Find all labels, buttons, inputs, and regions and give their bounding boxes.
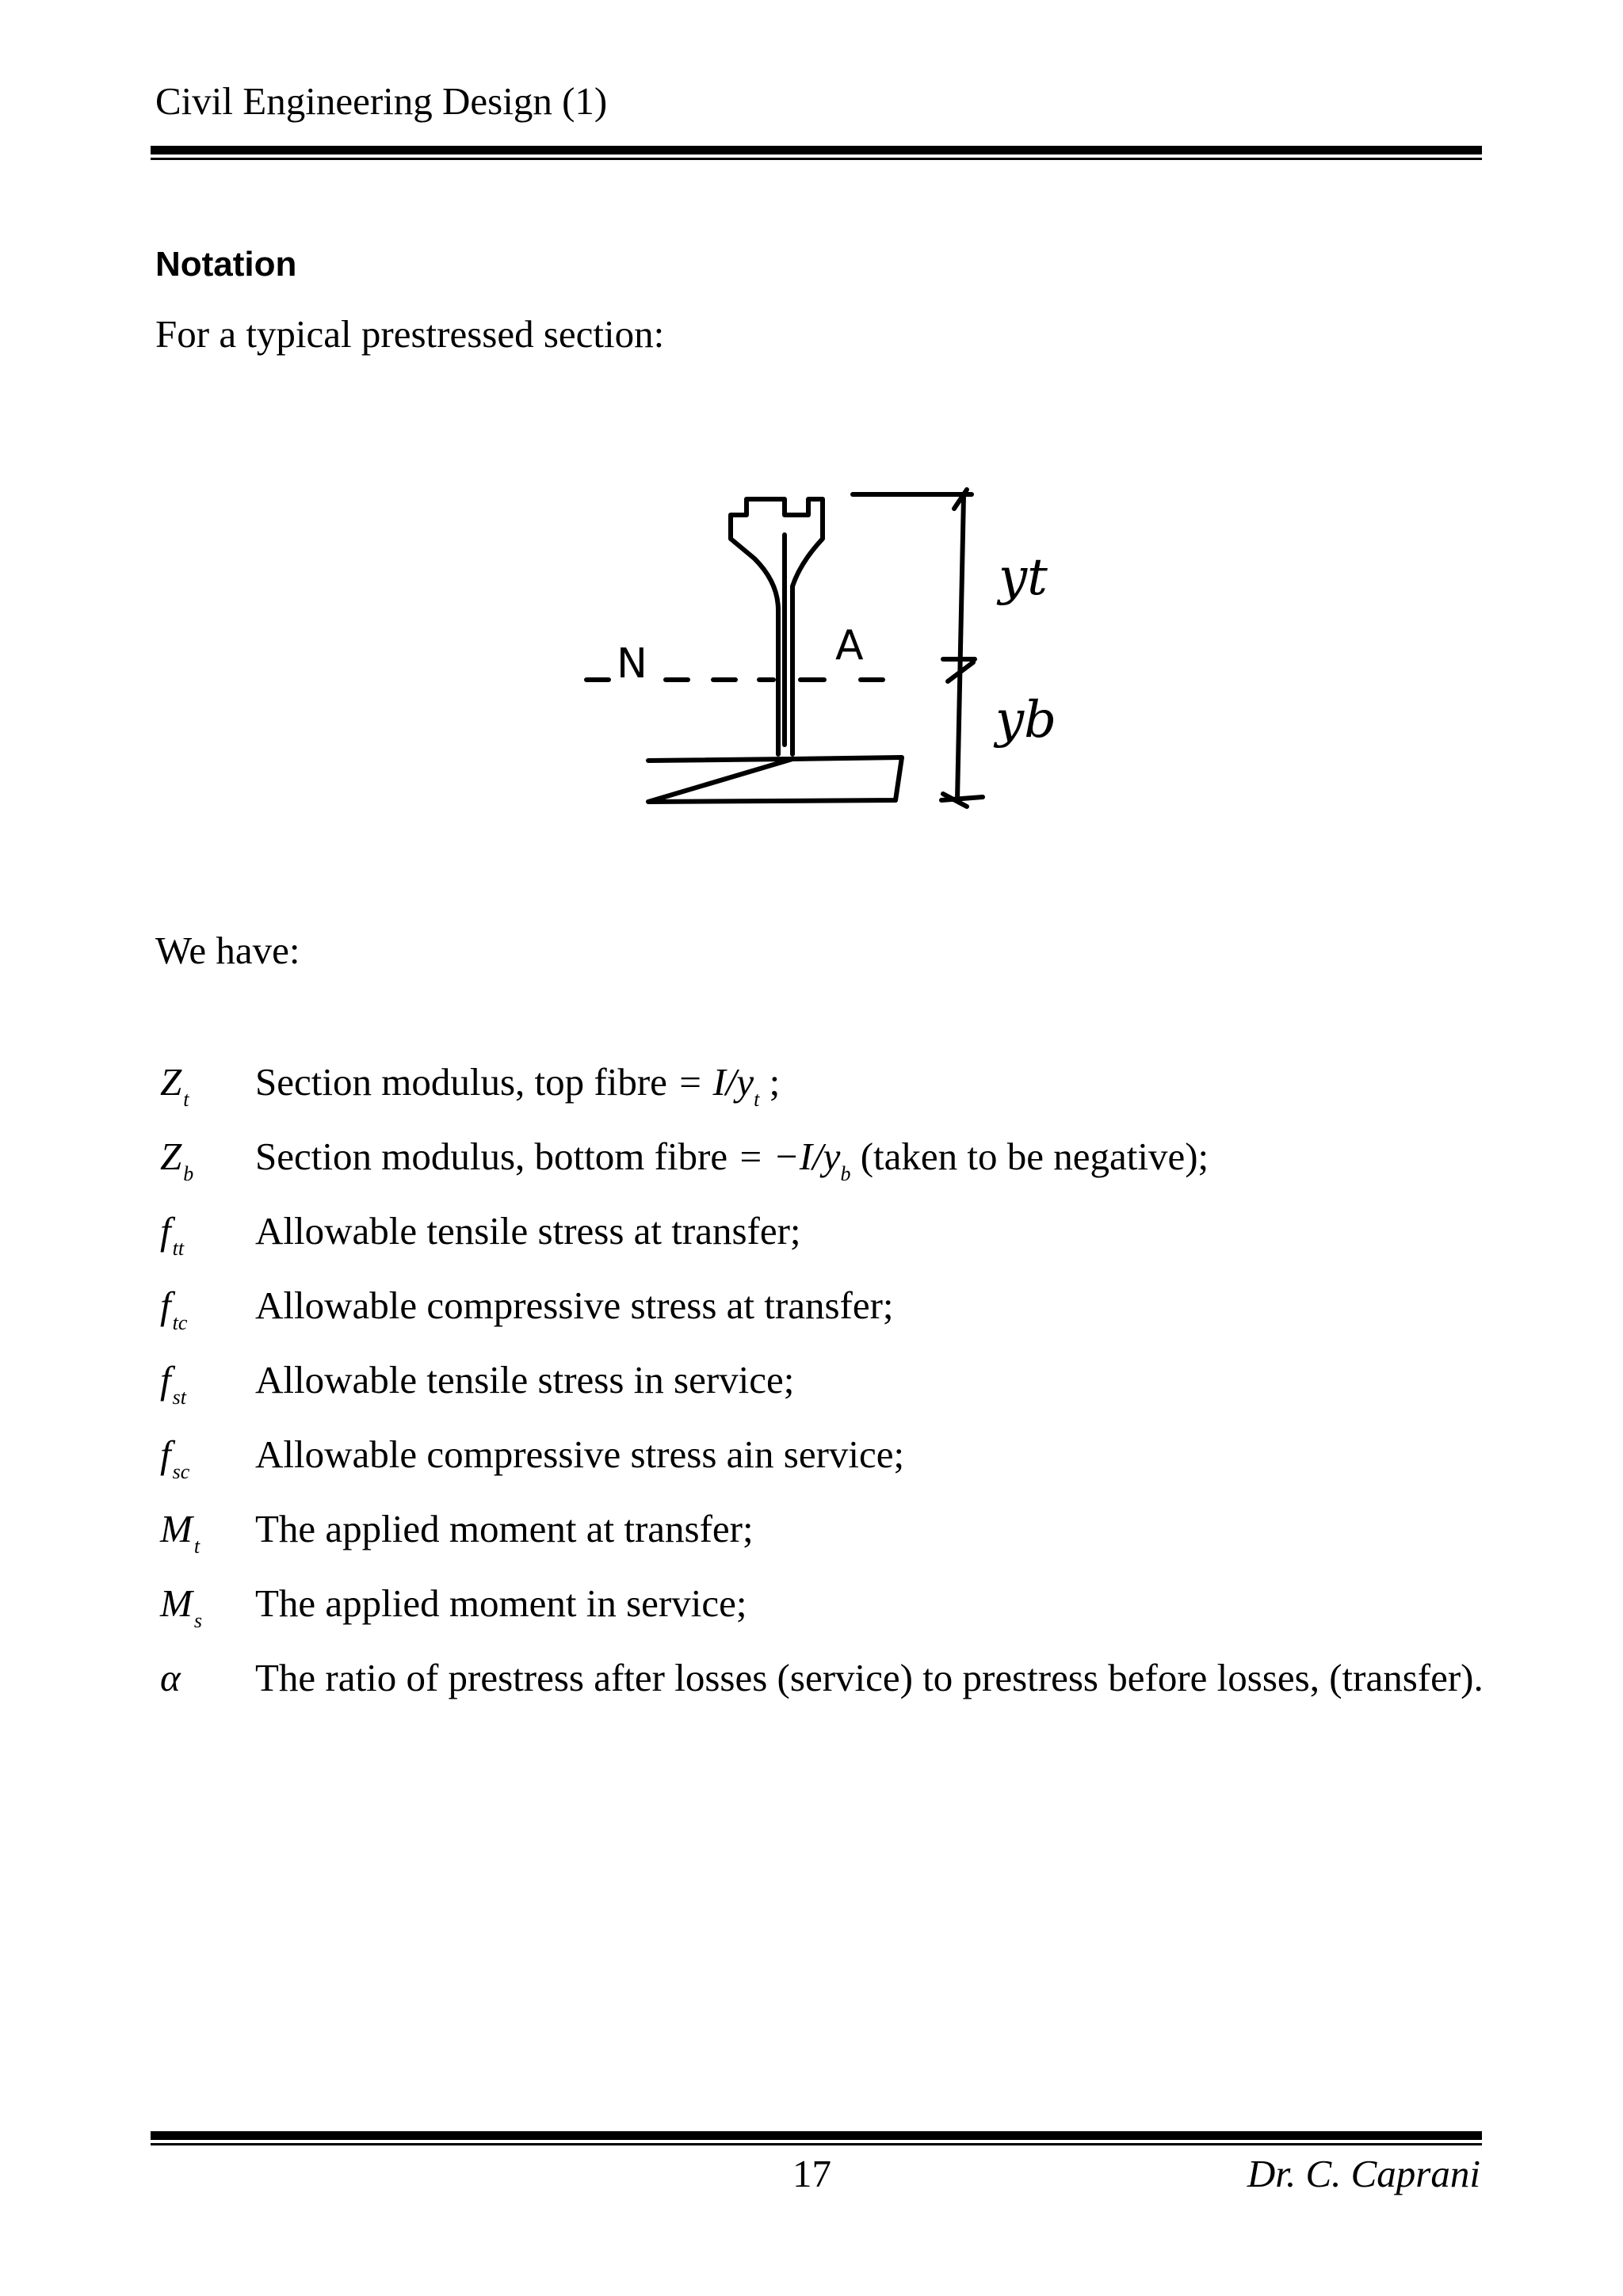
notation-row-ms [155, 1580, 1503, 1654]
notation-row-ftt [155, 1207, 1503, 1282]
we-have-text: We have: [155, 929, 300, 972]
label-a: A [835, 622, 864, 669]
notation-description: Allowable tensile stress at transfer; [255, 1209, 801, 1253]
notation-row-zb [155, 1133, 1503, 1207]
dimension-vertical [957, 496, 964, 800]
header-rule-thin [151, 158, 1482, 160]
notation-symbol: $f_{sc}$ [160, 1432, 190, 1483]
label-yb: yb [995, 691, 1057, 749]
notation-description: Section modulus, bottom fibre = $-I/y_b$ (taken to be negative); [255, 1135, 1209, 1185]
notation-description: The applied moment at transfer; [255, 1507, 754, 1550]
notation-description: The ratio of prestress after losses (service) to prestress before losses, (transfer). [255, 1656, 1484, 1699]
footer-rule-thin [151, 2143, 1482, 2145]
notation-description: Allowable compressive stress at transfer; [255, 1283, 894, 1327]
header-title: Civil Engineering Design (1) [155, 79, 608, 123]
footer-rule [151, 2131, 1482, 2140]
dimension-tick-bottom [941, 794, 983, 807]
notation-row-fst [155, 1356, 1503, 1431]
intro-text: For a typical prestressed section: [155, 312, 665, 356]
notation-row-alpha [155, 1654, 1503, 1729]
notation-row-mt [155, 1505, 1503, 1580]
header-rule [151, 146, 1482, 154]
notation-symbol: $f_{tt}$ [160, 1209, 185, 1260]
notation-symbol: $f_{st}$ [160, 1358, 186, 1409]
section-outline-left [731, 499, 823, 754]
notation-symbol: α [160, 1656, 181, 1699]
notation-symbol: $M_s$ [160, 1581, 202, 1632]
prestressed-section-diagram [547, 452, 1094, 832]
notation-description: Section modulus, top fibre = $I/y_t$ ; [255, 1060, 781, 1111]
notation-symbol: $Z_t$ [160, 1060, 189, 1111]
notation-symbol: $M_t$ [160, 1507, 200, 1558]
notation-symbol: $f_{tc}$ [160, 1283, 188, 1334]
notation-description: Allowable compressive stress ain service; [255, 1432, 905, 1476]
notation-row-zt [155, 1058, 1503, 1133]
label-n: N [617, 640, 647, 688]
notation-row-ftc [155, 1282, 1503, 1356]
section-heading: Notation [155, 245, 297, 284]
section-bottom-flange [648, 757, 902, 802]
page-number: 17 [792, 2152, 831, 2195]
notation-symbol: $Z_b$ [160, 1135, 194, 1185]
notation-list [155, 1058, 1503, 1729]
label-yt: yt [999, 548, 1048, 607]
notation-row-fsc [155, 1431, 1503, 1505]
footer-author: Dr. C. Caprani [1247, 2152, 1480, 2195]
notation-description: Allowable tensile stress in service; [255, 1358, 795, 1402]
notation-description: The applied moment in service; [255, 1581, 747, 1625]
